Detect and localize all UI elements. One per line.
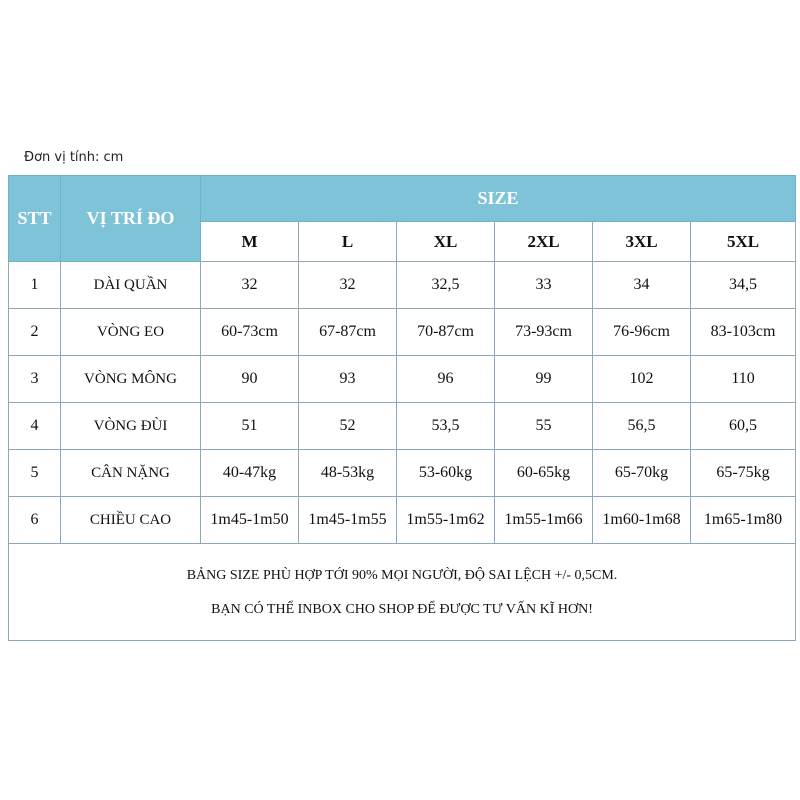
size-header-xl: XL — [397, 222, 495, 262]
cell-value: 56,5 — [593, 403, 691, 450]
note-inbox-advice: BẠN CÓ THỂ INBOX CHO SHOP ĐỂ ĐƯỢC TƯ VẤN KĨ HƠN! — [211, 602, 593, 617]
notes-cell — [9, 544, 796, 641]
table-row — [9, 309, 796, 356]
cell-value: 60-73cm — [201, 309, 299, 356]
cell-value: 65-70kg — [593, 450, 691, 497]
row-position: VÒNG EO — [61, 309, 201, 356]
note-fit-accuracy: BẢNG SIZE PHÙ HỢP TỚI 90% MỌI NGƯỜI, ĐỘ SAI LỆCH +/- 0,5CM. — [186, 568, 618, 583]
size-header-3xl: 3XL — [593, 222, 691, 262]
row-position: DÀI QUẦN — [61, 262, 201, 309]
cell-value: 1m65-1m80 — [691, 497, 796, 544]
size-header-5xl: 5XL — [691, 222, 796, 262]
row-stt: 4 — [9, 403, 61, 450]
row-stt: 1 — [9, 262, 61, 309]
cell-value: 67-87cm — [299, 309, 397, 356]
unit-note: Đơn vị tính: cm — [24, 150, 124, 165]
cell-value: 93 — [299, 356, 397, 403]
cell-value: 60-65kg — [495, 450, 593, 497]
cell-value: 1m55-1m66 — [495, 497, 593, 544]
cell-value: 32,5 — [397, 262, 495, 309]
cell-value: 60,5 — [691, 403, 796, 450]
cell-value: 34,5 — [691, 262, 796, 309]
row-position: CHIỀU CAO — [61, 497, 201, 544]
cell-value: 73-93cm — [495, 309, 593, 356]
cell-value: 90 — [201, 356, 299, 403]
table-row — [9, 497, 796, 544]
cell-value: 53,5 — [397, 403, 495, 450]
cell-value: 40-47kg — [201, 450, 299, 497]
cell-value: 83-103cm — [691, 309, 796, 356]
cell-value: 1m60-1m68 — [593, 497, 691, 544]
cell-value: 1m45-1m50 — [201, 497, 299, 544]
table-row — [9, 262, 796, 309]
cell-value: 33 — [495, 262, 593, 309]
cell-value: 70-87cm — [397, 309, 495, 356]
cell-value: 65-75kg — [691, 450, 796, 497]
cell-value: 52 — [299, 403, 397, 450]
cell-value: 96 — [397, 356, 495, 403]
row-position: VÒNG ĐÙI — [61, 403, 201, 450]
row-stt: 5 — [9, 450, 61, 497]
cell-value: 51 — [201, 403, 299, 450]
size-header-2xl: 2XL — [495, 222, 593, 262]
cell-value: 32 — [201, 262, 299, 309]
header-stt: STT — [9, 176, 61, 262]
row-stt: 3 — [9, 356, 61, 403]
cell-value: 32 — [299, 262, 397, 309]
header-row-top — [9, 176, 796, 222]
cell-value: 110 — [691, 356, 796, 403]
row-position: VÒNG MÔNG — [61, 356, 201, 403]
cell-value: 1m55-1m62 — [397, 497, 495, 544]
notes-row — [9, 544, 796, 641]
cell-value: 102 — [593, 356, 691, 403]
cell-value: 34 — [593, 262, 691, 309]
cell-value: 53-60kg — [397, 450, 495, 497]
header-position: VỊ TRÍ ĐO — [61, 176, 201, 262]
size-header-l: L — [299, 222, 397, 262]
cell-value: 99 — [495, 356, 593, 403]
cell-value: 55 — [495, 403, 593, 450]
table-row — [9, 450, 796, 497]
cell-value: 48-53kg — [299, 450, 397, 497]
size-table — [8, 175, 796, 641]
header-size-group: SIZE — [201, 176, 796, 222]
row-stt: 6 — [9, 497, 61, 544]
row-stt: 2 — [9, 309, 61, 356]
row-position: CÂN NẶNG — [61, 450, 201, 497]
size-header-m: M — [201, 222, 299, 262]
table-row — [9, 356, 796, 403]
cell-value: 76-96cm — [593, 309, 691, 356]
table-row — [9, 403, 796, 450]
cell-value: 1m45-1m55 — [299, 497, 397, 544]
